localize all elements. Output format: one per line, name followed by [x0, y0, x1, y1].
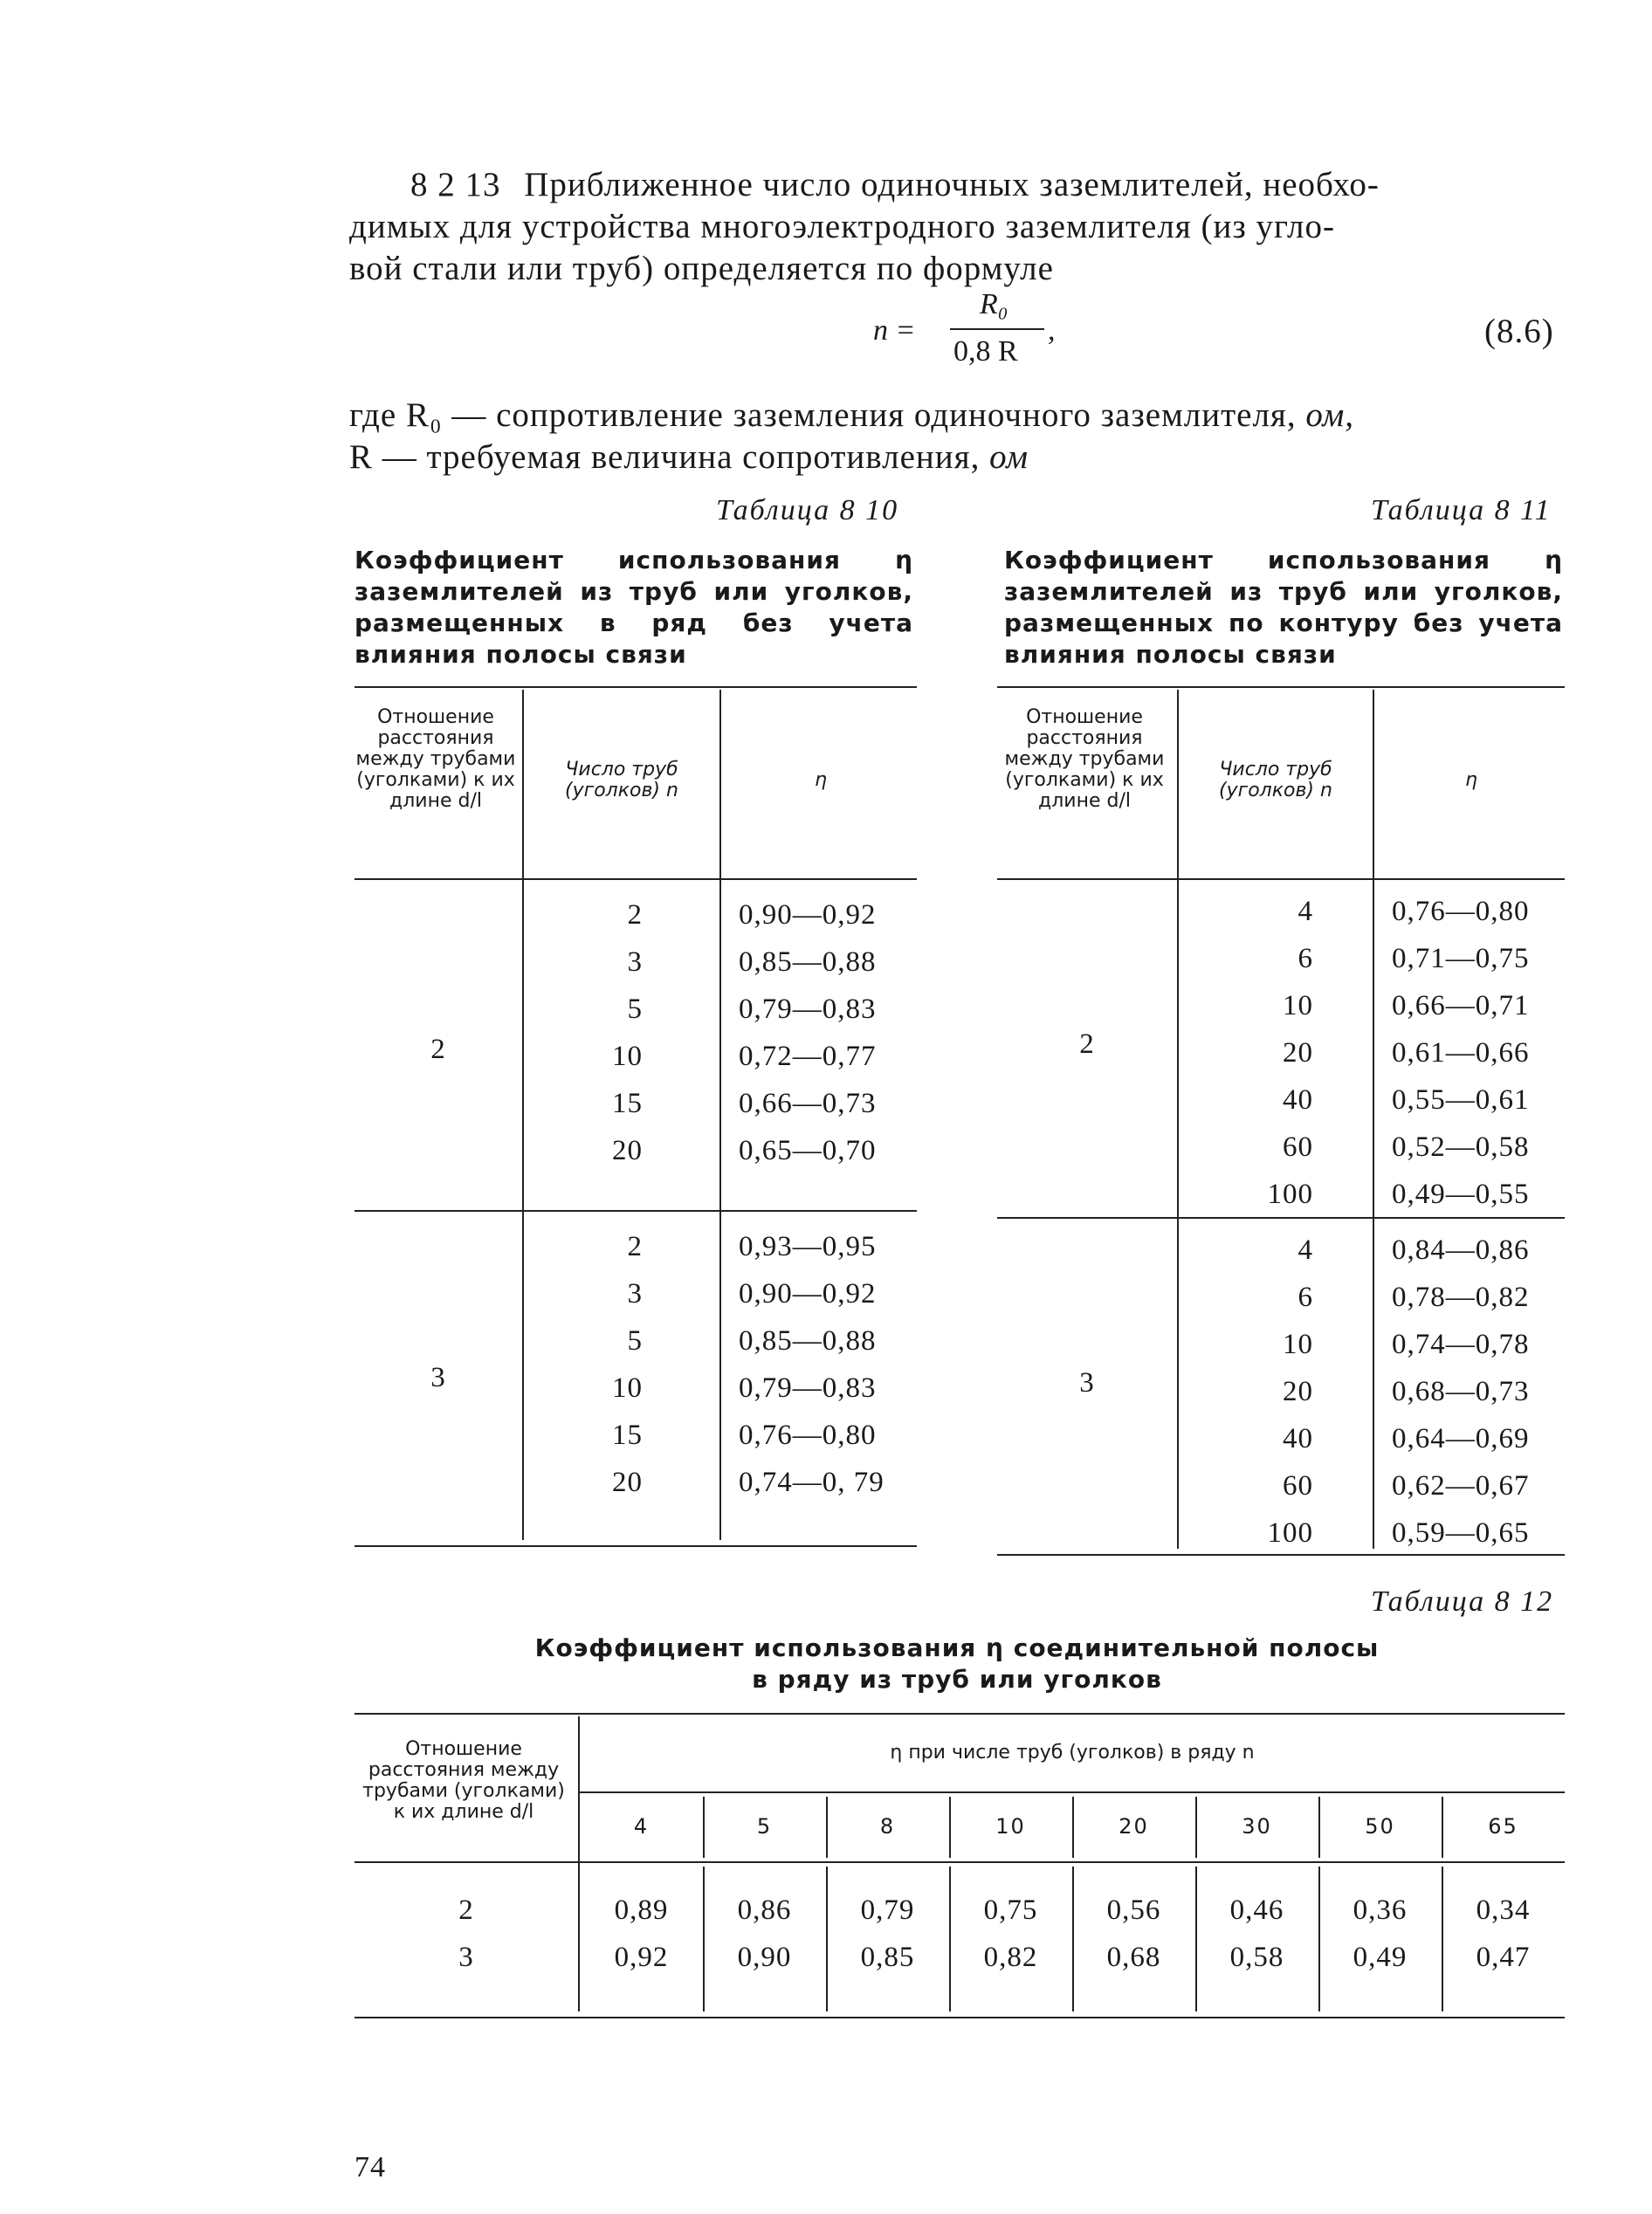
- table-8-11-eta-cell: 0,62—0,67: [1392, 1470, 1530, 1502]
- where-line-2-unit: ом: [989, 438, 1029, 476]
- table-rule: [354, 2017, 1565, 2018]
- where-line-2: [349, 437, 1029, 478]
- table-8-12-value-cell: 0,36: [1353, 1894, 1408, 1926]
- table-8-12-column-header: 50: [1365, 1814, 1395, 1839]
- table-8-10-count-cell: 5: [627, 994, 643, 1025]
- page-number: 74: [354, 2151, 386, 2183]
- table-8-11: [997, 686, 1565, 1559]
- table-8-11-count-cell: 4: [1298, 1234, 1313, 1266]
- table-8-10-eta-cell: 0,79—0,83: [739, 1372, 877, 1404]
- table-8-10: [354, 686, 917, 1550]
- table-rule: [354, 1210, 917, 1212]
- table-8-11-count-cell: 60: [1283, 1470, 1313, 1502]
- formula-lhs: n =: [873, 314, 916, 347]
- table-8-12-column-header: 20: [1119, 1814, 1149, 1839]
- table-8-10-label: Таблица 8 10: [716, 494, 899, 526]
- table-8-12: [354, 1713, 1565, 2027]
- table-8-10-eta-cell: 0,90—0,92: [739, 899, 877, 931]
- where-line-1-unit: ом,: [1305, 396, 1355, 434]
- formula-numerator: R₀: [980, 288, 1008, 320]
- table-8-11-header-ratio: Отношение расстояния между трубами (уголками) к их длине d/l: [1004, 706, 1165, 812]
- table-rule: [997, 1217, 1565, 1219]
- table-8-12-title-line-1: Коэффициент использования η соединительной полосы: [534, 1633, 1380, 1662]
- table-8-12-value-cell: 0,47: [1476, 1942, 1531, 1973]
- formula-comma: ,: [1048, 314, 1056, 347]
- table-8-12-value-cell: 0,75: [983, 1894, 1038, 1926]
- table-8-11-count-cell: 40: [1283, 1084, 1313, 1116]
- table-8-12-value-cell: 0,79: [860, 1894, 915, 1926]
- table-8-10-count-cell: 3: [627, 946, 643, 978]
- table-column-divider: [703, 1797, 705, 1858]
- table-8-11-count-cell: 20: [1283, 1376, 1313, 1407]
- section-line-3: вой стали или труб) определяется по формуле: [349, 250, 1054, 287]
- table-8-10-eta-cell: 0,72—0,77: [739, 1041, 877, 1072]
- formula: [873, 288, 1100, 384]
- table-8-10-count-cell: 10: [612, 1372, 643, 1404]
- table-column-divider: [826, 1867, 828, 2011]
- table-8-11-eta-cell: 0,49—0,55: [1392, 1179, 1530, 1210]
- table-8-12-value-cell: 0,86: [737, 1894, 792, 1926]
- section-line-2: димых для устройства многоэлектродного заземлителя (из угло-: [349, 208, 1335, 245]
- where-line-1: [349, 395, 1354, 437]
- table-column-divider: [1318, 1867, 1320, 2011]
- table-8-11-count-cell: 6: [1298, 1282, 1313, 1313]
- table-8-11-eta-cell: 0,52—0,58: [1392, 1131, 1530, 1163]
- table-column-divider: [1072, 1797, 1074, 1858]
- table-8-12-column-header: 4: [633, 1814, 650, 1839]
- table-8-10-eta-cell: 0,90—0,92: [739, 1278, 877, 1310]
- table-8-11-eta-cell: 0,55—0,61: [1392, 1084, 1530, 1116]
- table-8-12-value-cell: 0,90: [737, 1942, 792, 1973]
- table-8-10-eta-cell: 0,66—0,73: [739, 1088, 877, 1119]
- table-8-10-count-cell: 3: [627, 1278, 643, 1310]
- table-8-10-eta-cell: 0,76—0,80: [739, 1420, 877, 1451]
- formula-number: (8.6): [1484, 313, 1554, 350]
- table-8-10-count-cell: 15: [612, 1420, 643, 1451]
- table-8-11-count-cell: 10: [1283, 990, 1313, 1021]
- table-8-11-title: Коэффициент использования η заземлителей из труб или уголков, размещенных по контуру без учета влияния полосы связи: [1004, 546, 1563, 669]
- table-8-12-column-header: 5: [756, 1814, 773, 1839]
- table-column-divider: [1072, 1867, 1074, 2011]
- table-rule: [997, 878, 1565, 880]
- table-rule: [354, 1861, 1565, 1863]
- table-8-11-eta-cell: 0,76—0,80: [1392, 896, 1530, 927]
- table-column-divider: [949, 1867, 951, 2011]
- table-8-12-value-cell: 0,58: [1229, 1942, 1284, 1973]
- table-column-divider: [949, 1797, 951, 1858]
- table-8-12-value-cell: 0,82: [983, 1942, 1038, 1973]
- table-8-10-count-cell: 10: [612, 1041, 643, 1072]
- table-8-12-ratio-3: 3: [458, 1942, 474, 1973]
- table-8-11-count-cell: 40: [1283, 1423, 1313, 1454]
- table-8-12-value-cell: 0,68: [1106, 1942, 1161, 1973]
- table-8-11-count-cell: 6: [1298, 943, 1313, 974]
- table-8-12-column-header: 65: [1488, 1814, 1518, 1839]
- table-8-11-header-count: Число труб (уголков) n: [1219, 759, 1332, 801]
- table-8-10-count-cell: 2: [627, 899, 643, 931]
- table-8-10-eta-cell: 0,85—0,88: [739, 1325, 877, 1357]
- table-rule: [997, 686, 1565, 688]
- table-8-12-value-cell: 0,56: [1106, 1894, 1161, 1926]
- table-8-11-count-cell: 4: [1298, 896, 1313, 927]
- table-8-11-eta-cell: 0,66—0,71: [1392, 990, 1530, 1021]
- table-8-12-column-header: 10: [995, 1814, 1026, 1839]
- where-line-1-text: где R₀ — сопротивление заземления одиночного заземлителя,: [349, 396, 1297, 434]
- table-column-divider: [703, 1867, 705, 2011]
- table-column-divider: [826, 1797, 828, 1858]
- table-8-11-count-cell: 20: [1283, 1037, 1313, 1069]
- table-column-divider: [1373, 690, 1374, 1549]
- table-8-11-label: Таблица 8 11: [1371, 494, 1552, 526]
- table-8-12-label: Таблица 8 12: [1371, 1585, 1554, 1618]
- table-8-12-value-cell: 0,49: [1353, 1942, 1408, 1973]
- table-8-12-title-line-2: в ряду из труб или уголков: [752, 1665, 1162, 1694]
- table-8-11-eta-cell: 0,71—0,75: [1392, 943, 1530, 974]
- table-8-12-header-group: η при числе труб (уголков) в ряду n: [890, 1742, 1255, 1764]
- table-8-10-count-cell: 20: [612, 1135, 643, 1166]
- table-8-12-column-header: 30: [1242, 1814, 1272, 1839]
- table-8-11-eta-cell: 0,68—0,73: [1392, 1376, 1530, 1407]
- fraction-bar: [950, 328, 1044, 330]
- table-column-divider: [522, 690, 524, 1540]
- table-8-12-value-cell: 0,92: [614, 1942, 669, 1973]
- table-column-divider: [1442, 1867, 1443, 2011]
- table-column-divider: [1442, 1797, 1443, 1858]
- table-8-12-value-cell: 0,46: [1229, 1894, 1284, 1926]
- table-rule: [354, 1545, 917, 1547]
- table-8-10-header-ratio: Отношение расстояния между трубами (уголками) к их длине d/l: [355, 706, 516, 812]
- table-8-12-ratio-2: 2: [458, 1894, 474, 1926]
- table-8-11-ratio-3: 3: [1079, 1367, 1095, 1399]
- table-8-10-ratio-3: 3: [430, 1362, 446, 1393]
- table-rule: [997, 1554, 1565, 1556]
- table-column-divider: [1177, 690, 1179, 1549]
- table-8-11-eta-cell: 0,78—0,82: [1392, 1282, 1530, 1313]
- table-8-10-eta-cell: 0,85—0,88: [739, 946, 877, 978]
- table-column-divider: [1318, 1797, 1320, 1858]
- table-8-10-count-cell: 20: [612, 1467, 643, 1498]
- table-column-divider: [1195, 1797, 1197, 1858]
- table-8-11-count-cell: 10: [1283, 1329, 1313, 1360]
- table-8-12-header-ratio: Отношение расстояния между трубами (уголками) к их длине d/l: [362, 1738, 565, 1823]
- table-8-10-eta-cell: 0,79—0,83: [739, 994, 877, 1025]
- table-8-12-value-cell: 0,34: [1476, 1894, 1531, 1926]
- table-8-11-eta-cell: 0,84—0,86: [1392, 1234, 1530, 1266]
- table-column-divider: [1195, 1867, 1197, 2011]
- table-8-12-value-cell: 0,89: [614, 1894, 669, 1926]
- table-8-11-eta-cell: 0,61—0,66: [1392, 1037, 1530, 1069]
- table-8-12-value-cell: 0,85: [860, 1942, 915, 1973]
- where-line-2-text: R — требуемая величина сопротивления,: [349, 438, 981, 476]
- table-8-10-count-cell: 15: [612, 1088, 643, 1119]
- formula-denominator: 0,8 R: [953, 335, 1018, 368]
- table-rule: [354, 1713, 1565, 1715]
- table-8-11-header-eta: η: [1465, 769, 1477, 791]
- table-rule: [354, 878, 917, 880]
- section-paragraph-line-1: [410, 164, 1380, 206]
- table-8-11-count-cell: 100: [1267, 1517, 1313, 1549]
- section-line-1: Приближенное число одиночных заземлителей, необхо-: [524, 166, 1380, 203]
- table-8-10-count-cell: 2: [627, 1231, 643, 1262]
- table-8-11-count-cell: 100: [1267, 1179, 1313, 1210]
- table-8-10-eta-cell: 0,65—0,70: [739, 1135, 877, 1166]
- table-rule: [580, 1791, 1565, 1793]
- table-8-11-eta-cell: 0,59—0,65: [1392, 1517, 1530, 1549]
- table-8-11-eta-cell: 0,74—0,78: [1392, 1329, 1530, 1360]
- table-8-10-eta-cell: 0,74—0, 79: [739, 1467, 885, 1498]
- table-8-10-title: Коэффициент использования η заземлителей из труб или уголков, размещенных в ряд без учета влияния полосы связи: [354, 546, 913, 669]
- table-8-11-eta-cell: 0,64—0,69: [1392, 1423, 1530, 1454]
- table-8-11-ratio-2: 2: [1079, 1028, 1095, 1060]
- table-8-10-ratio-2: 2: [430, 1034, 446, 1065]
- table-8-10-eta-cell: 0,93—0,95: [739, 1231, 877, 1262]
- table-8-12-column-header: 8: [879, 1814, 896, 1839]
- section-number: 8 2 13: [410, 166, 501, 203]
- table-8-10-count-cell: 5: [627, 1325, 643, 1357]
- table-8-10-header-count: Число труб (уголков) n: [565, 759, 678, 801]
- table-rule: [354, 686, 917, 688]
- table-8-10-header-eta: η: [815, 769, 827, 791]
- table-column-divider: [719, 690, 721, 1540]
- table-8-11-count-cell: 60: [1283, 1131, 1313, 1163]
